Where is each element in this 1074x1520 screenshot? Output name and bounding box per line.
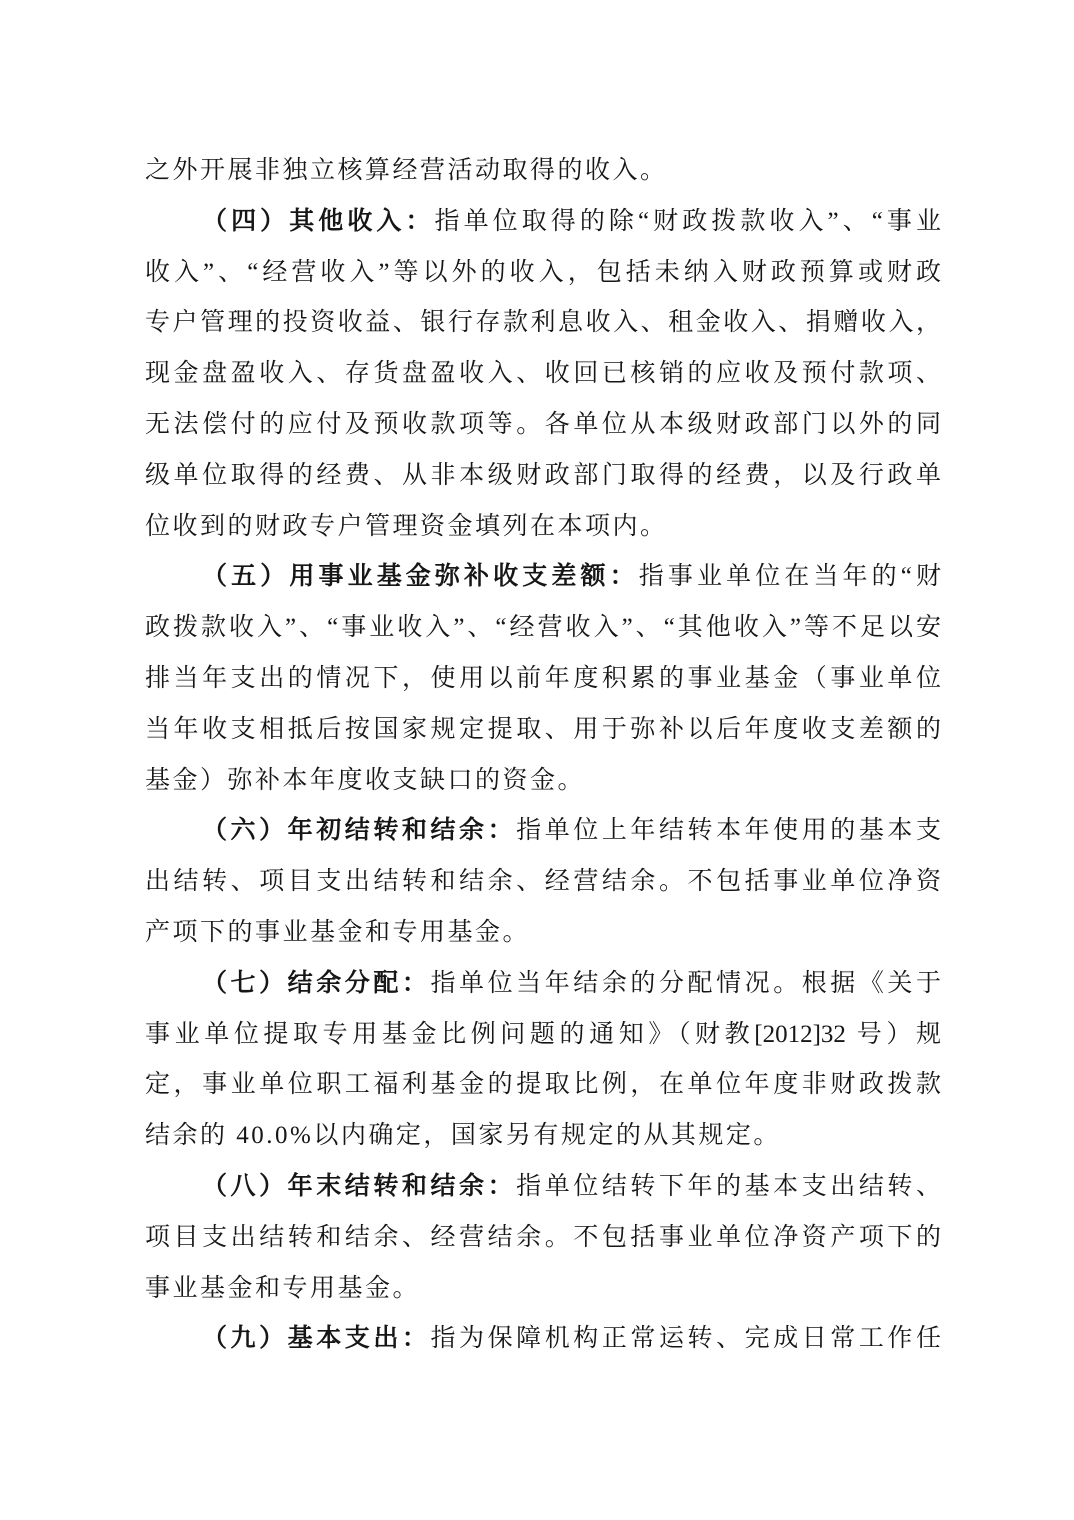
text-line <box>145 1213 941 1264</box>
text-line <box>145 197 941 248</box>
line-text: 结余的 40.0%以内确定，国家另有规定的从其规定。 <box>145 1122 781 1150</box>
line-text: 专户管理的投资收益、银行存款利息收入、租金收入、捐赠收入， <box>145 309 941 337</box>
section-6-heading: （六）年初结转和结余： <box>202 817 517 845</box>
section-4-heading: （四）其他收入： <box>202 207 435 235</box>
line-text: 指单位取得的除“财政拨款收入”、“事业 <box>434 207 941 235</box>
section-7-heading: （七）结余分配： <box>202 969 431 997</box>
text-line <box>145 1010 941 1061</box>
text-line <box>145 857 941 908</box>
line-text: 指为保障机构正常运转、完成日常工作任 <box>430 1325 941 1353</box>
text-line <box>145 400 941 451</box>
line-text: 指单位当年结余的分配情况。根据《关于 <box>430 969 941 997</box>
line-text: 现金盘盈收入、存货盘盈收入、收回已核销的应收及预付款项、 <box>145 360 941 388</box>
line-text: 定，事业单位职工福利基金的提取比例，在单位年度非财政拨款 <box>145 1071 941 1099</box>
line-text: 排当年支出的情况下，使用以前年度积累的事业基金（事业单位 <box>145 664 941 692</box>
text-line <box>145 298 941 349</box>
line-text: 之外开展非独立核算经营活动取得的收入。 <box>145 157 668 184</box>
text-line <box>145 959 941 1010</box>
text-line <box>145 349 941 400</box>
text-line <box>145 451 941 502</box>
text-line <box>145 146 941 197</box>
line-text: 政拨款收入”、“事业收入”、“经营收入”、“其他收入”等不足以安 <box>145 614 941 642</box>
line-text: 当年收支相抵后按国家规定提取、用于弥补以后年度收支差额的 <box>145 715 941 743</box>
text-line <box>145 756 941 807</box>
text-line <box>145 654 941 705</box>
text-line <box>145 248 941 299</box>
line-text: 项目支出结转和结余、经营结余。不包括事业单位净资产项下的 <box>145 1223 941 1251</box>
text-line <box>145 1111 941 1162</box>
text-line <box>145 502 941 553</box>
text-line <box>145 806 941 857</box>
text-line <box>145 908 941 959</box>
text-line <box>145 1264 941 1315</box>
text-line <box>145 1060 941 1111</box>
line-text: 位收到的财政专户管理资金填列在本项内。 <box>145 512 668 540</box>
line-text: 收入”、“经营收入”等以外的收入，包括未纳入财政预算或财政 <box>145 258 941 286</box>
line-text: 指事业单位在当年的“财 <box>638 563 941 591</box>
line-text: 事业基金和专用基金。 <box>145 1274 421 1302</box>
section-8-heading: （八）年末结转和结余： <box>202 1172 517 1200</box>
line-text: 出结转、项目支出结转和结余、经营结余。不包括事业单位净资 <box>145 868 941 896</box>
line-text: 指单位上年结转本年使用的基本支 <box>516 817 941 845</box>
text-line <box>145 1162 941 1213</box>
text-line <box>145 1314 941 1365</box>
text-block <box>145 146 941 1365</box>
text-line <box>145 603 941 654</box>
text-line <box>145 552 941 603</box>
section-9-heading: （九）基本支出： <box>202 1325 431 1353</box>
line-text: 指单位结转下年的基本支出结转、 <box>516 1172 941 1200</box>
line-text: 事业单位提取专用基金比例问题的通知》（财教[2012]32 号）规 <box>145 1020 941 1048</box>
line-text: 产项下的事业基金和专用基金。 <box>145 918 531 946</box>
section-5-heading: （五）用事业基金弥补收支差额： <box>202 563 639 591</box>
line-text: 基金）弥补本年度收支缺口的资金。 <box>145 766 586 794</box>
line-text: 无法偿付的应付及预收款项等。各单位从本级财政部门以外的同 <box>145 410 941 438</box>
text-line <box>145 705 941 756</box>
line-text: 级单位取得的经费、从非本级财政部门取得的经费，以及行政单 <box>145 461 941 489</box>
